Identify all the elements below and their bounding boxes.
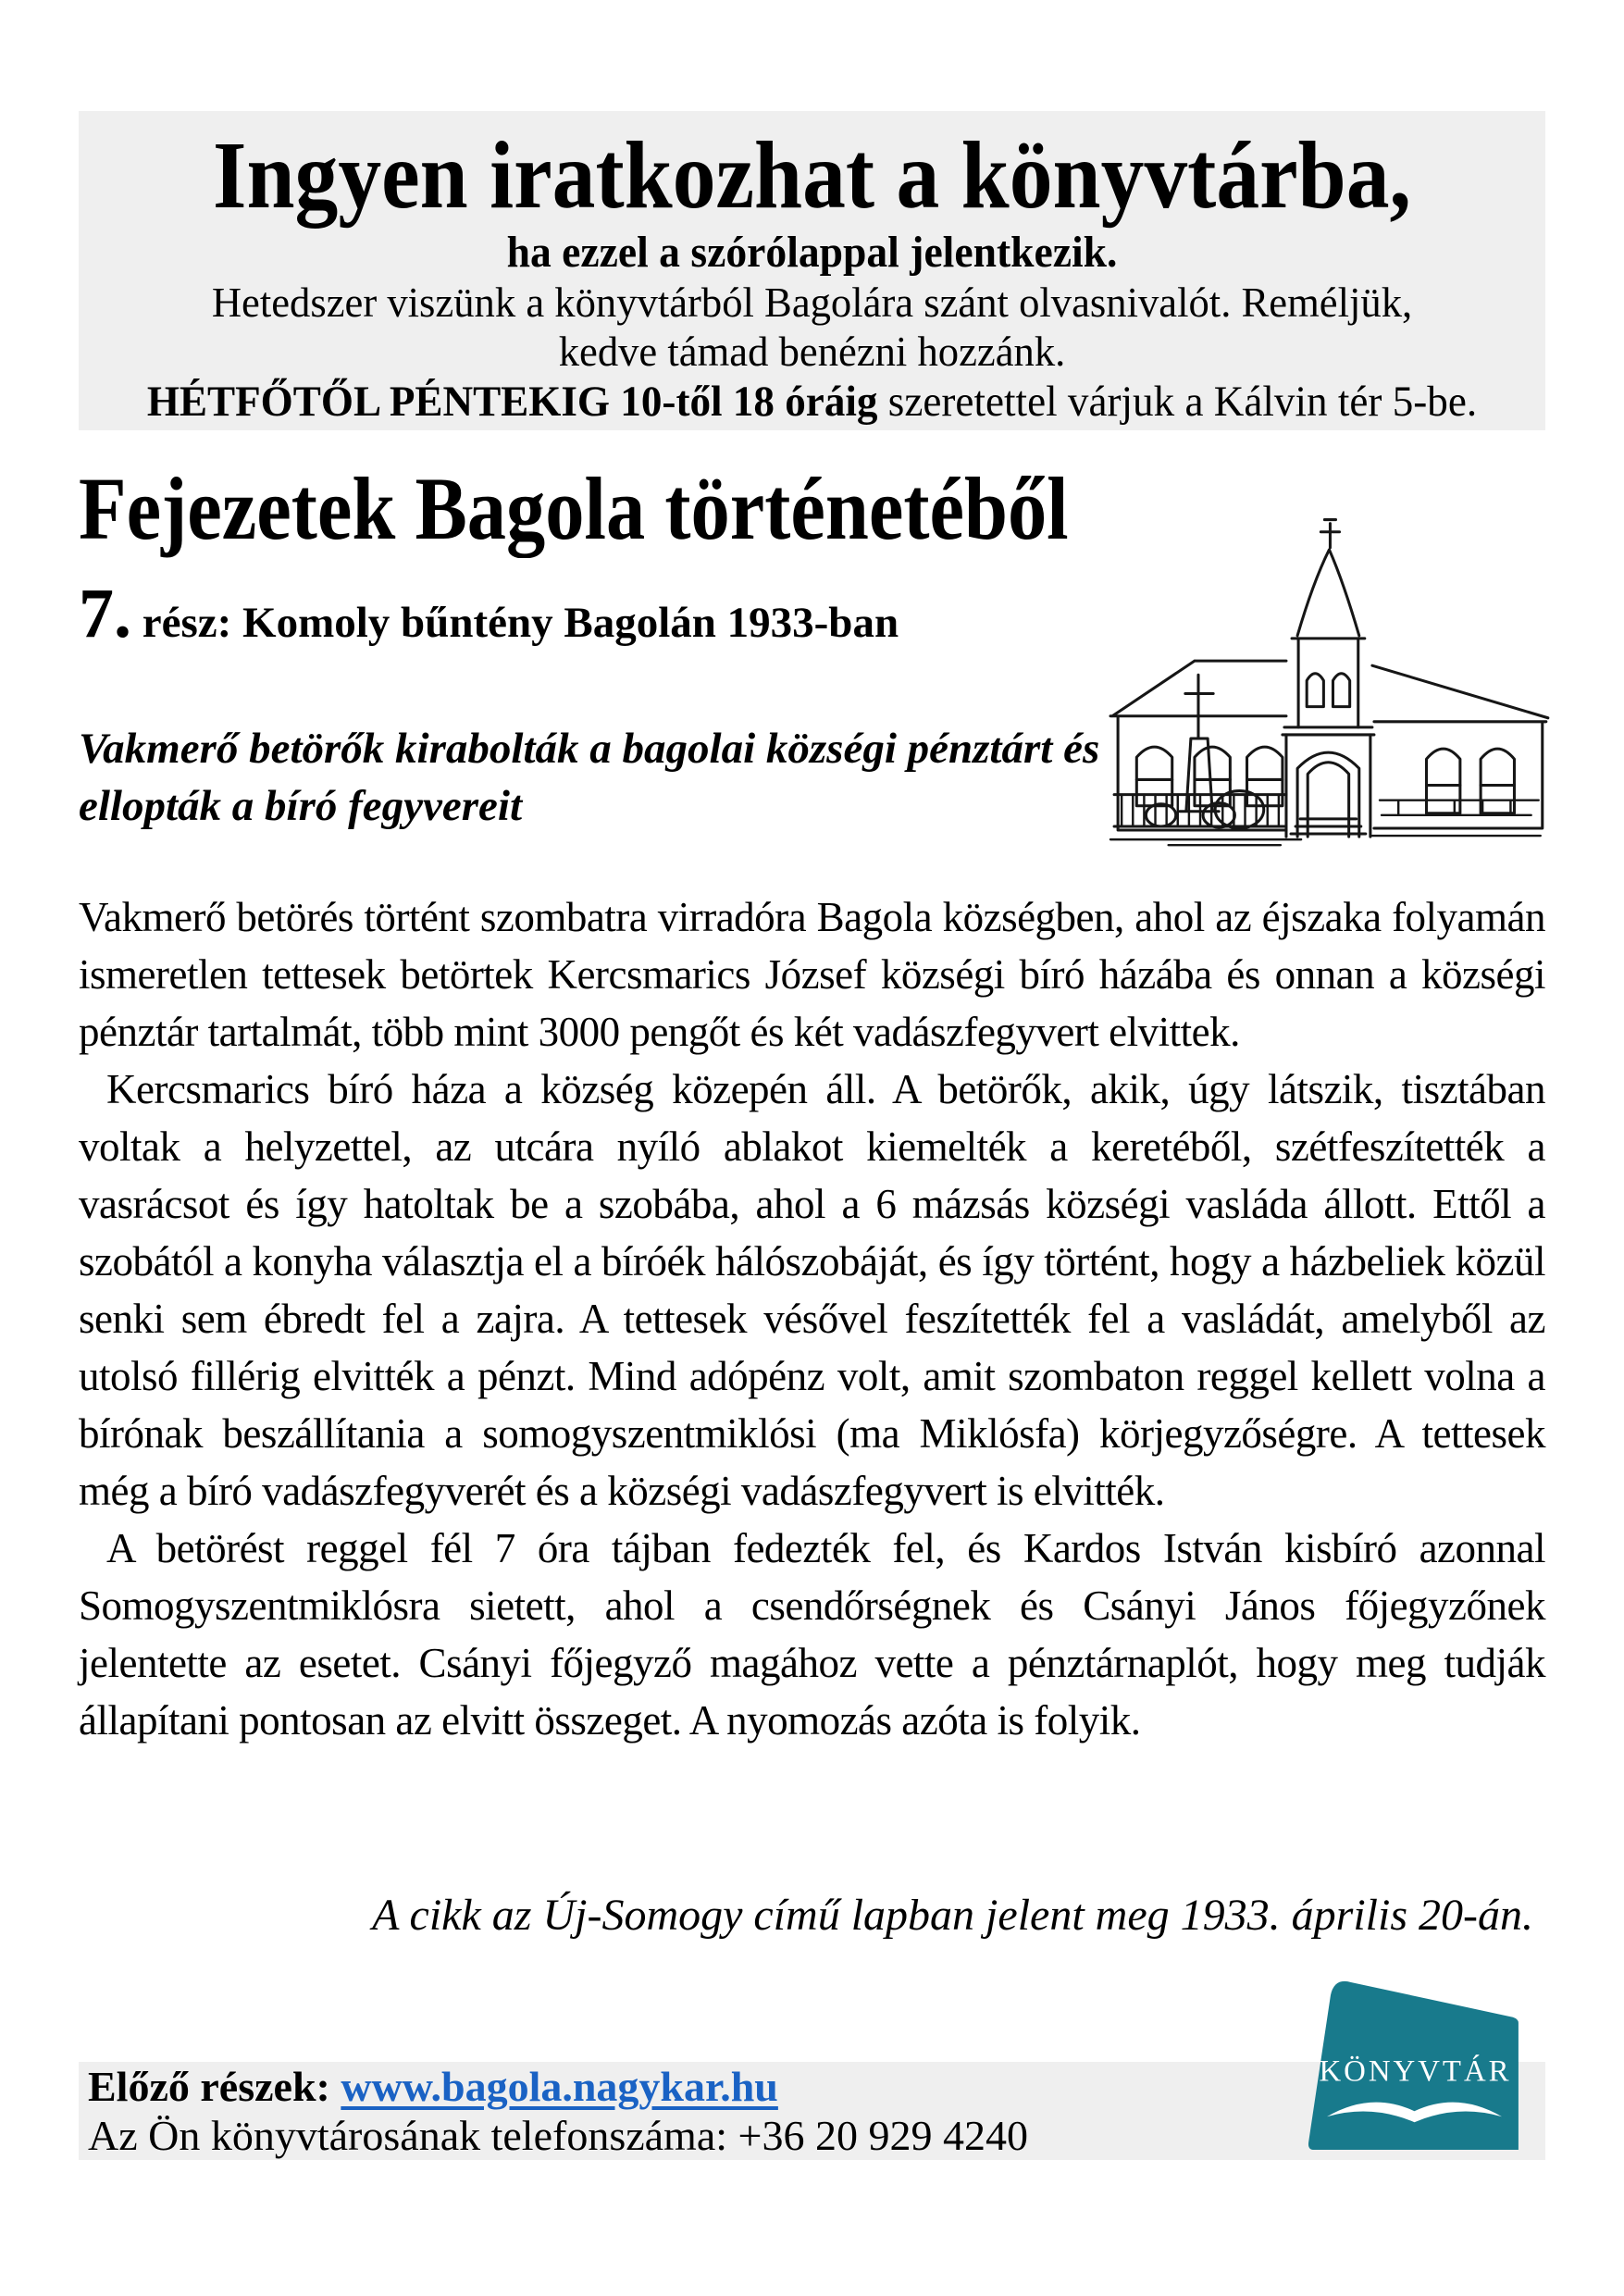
- monument-cross: [1180, 675, 1219, 812]
- part-number: 7.: [79, 575, 131, 652]
- article-lead: Vakmerő betörők kirabolták a bagolai községi pénztárt és ellopták a bíró fegyvereit: [79, 725, 1100, 830]
- opening-hours-bold: HÉTFŐTŐL PÉNTEKIG 10-től 18 óráig: [146, 378, 878, 426]
- previous-parts-label: Előző részek:: [88, 2063, 341, 2110]
- paragraph: Vakmerő betörés történt szombatra virradóra Bagola községben, ahol az éjszaka folyamán ismeretlen tettesek betörtek Kercsmarics József községi bíró házába és onnan a községi pénztár tartalmát, több mint 3000 pengőt és két vadászfegyvert elvittek.: [79, 894, 1545, 1055]
- spire-cross: [1320, 520, 1339, 548]
- promo-headline: Ingyen iratkozhat a könyvtárba,: [213, 122, 1411, 229]
- library-promo-box: [79, 111, 1545, 430]
- opening-hours-rest: szeretettel várjuk a Kálvin tér 5-be.: [877, 378, 1478, 426]
- paragraph: Kercsmarics bíró háza a község közepén áll. A betörők, akik, úgy látszik, tisztában voltak a helyzettel, az utcára nyíló ablakot kiemelték a keretéből, szétfeszítették a vasrácsot és így hatoltak be a szobába, ahol a 6 mázsás községi vasláda állott. Ettől a szobától a konyha választja el a bíróék hálószobáját, és így történt, hogy a házbeliek közül senki sem ébredt fel a zajra. A tettesek vésővel feszítették fel a vasládát, amelyből az utolsó fillérig elvitték a pénzt. Mind adópénz volt, amit szombaton reggel kellett volna a bírónak beszállítania a somogyszentmiklósi (ma Miklósfa) körjegyzőségre. A tettesek még a bíró vadászfegyverét és a községi vadászfegyvert is elvitték.: [79, 1066, 1545, 1514]
- part-title: rész: Komoly bűntény Bagolán 1933-ban: [131, 599, 899, 647]
- previous-parts-link[interactable]: www.bagola.nagykar.hu: [341, 2063, 778, 2110]
- part-line: [79, 574, 899, 654]
- promo-subheadline: ha ezzel a szórólappal jelentkezik.: [506, 228, 1118, 277]
- article-body: [79, 888, 1545, 1749]
- source-note: A cikk az Új-Somogy című lapban jelent meg 1933. április 20-án.: [372, 1891, 1533, 1940]
- library-logo: [1301, 1977, 1527, 2156]
- series-title: Fejezetek Bagola történetéből: [79, 459, 1069, 558]
- paragraph: A betörést reggel fél 7 óra tájban fedezték fel, és Kardos István kisbíró azonnal Somogyszentmiklósra sietett, ahol a csendőrségnek és Csányi János főjegyzőnek jelentette az esetet. Csányi főjegyző magához vette a pénztárnaplót, hogy meg tudják állapítani pontosan az elvitt összeget. A nyomozás azóta is folyik.: [79, 1525, 1545, 1744]
- promo-intro-line-1: Hetedszer viszünk a könyvtárból Bagolára szánt olvasnivalót. Reméljük,: [211, 279, 1413, 326]
- church-illustration: [1109, 511, 1562, 877]
- promo-opening-hours: [108, 376, 1517, 428]
- promo-intro-line-2: kedve támad benézni hozzánk.: [558, 328, 1066, 375]
- phone-label: Az Ön könyvtárosának telefonszáma:: [88, 2112, 738, 2159]
- phone-number: +36 20 929 4240: [738, 2112, 1028, 2159]
- logo-text: KÖNYVTÁR: [1319, 2054, 1512, 2089]
